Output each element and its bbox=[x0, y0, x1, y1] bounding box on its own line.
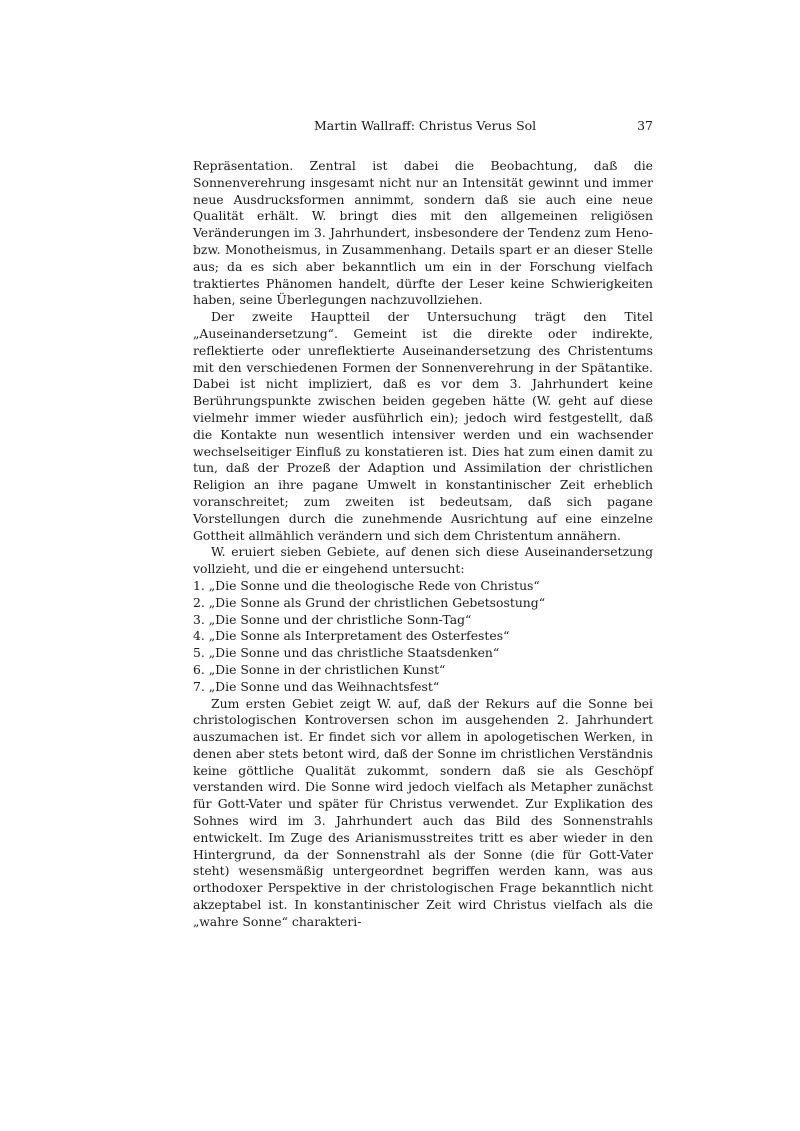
page-number: 37 bbox=[637, 118, 653, 133]
list-item: 2. „Die Sonne als Grund der christlichen Gebetsostung“ bbox=[193, 594, 546, 610]
paragraph: Zum ersten Gebiet zeigt W. auf, daß der Rekurs auf die Sonne bei christologischen Kontroversen schon im ausgehenden 2. Jahrhundert auszumachen ist. Er findet sich vor allem in apologetischen Werken, in denen aber stets betont wird, daß der Sonne im christlichen Verständnis keine göttliche Qualität zukommt, sondern daß sie als Geschöpf verstanden wird. Die Sonne wird jedoch vielfach als Metapher zunächst für Gott-Vater und später für Christus verwendet. Zur Explikation des Sohnes wird im 3. Jahrhundert auch das Bild des Sonnenstrahls entwickelt. Im Zuge des Arianismusstreites tritt es aber wieder in den Hintergrund, da der Sonnenstrahl als der Sonne (die für Gott-Vater steht) wesensmäßig untergeordnet begriffen werden kann, was aus orthodoxer Perspektive in der christologischen Frage bekanntlich nicht akzeptabel ist. In konstantinischer Zeit wird Christus vielfach als die „wahre Sonne“ charakteri- bbox=[193, 695, 653, 929]
page bbox=[193, 118, 653, 931]
paragraph: Der zweite Hauptteil der Untersuchung trägt den Titel „Auseinandersetzung“. Gemeint ist die direkte oder indirekte, reflektierte oder unreflektierte Auseinandersetzung des Christentums mit den verschiedenen Formen der Sonnenverehrung in der Spätantike. Dabei ist nicht impliziert, daß es vor dem 3. Jahrhundert keine Berührungspunkte zwischen beiden gegeben hätte (W. geht auf diese vielmehr immer wieder ausführlich ein); jedoch wird festgestellt, daß die Kontakte nun wesentlich intensiver werden und ein wachsender wechselseitiger Einfluß zu konstatieren ist. Dies hat zum einen damit zu tun, daß der Prozeß der Adaption und Assimilation der christlichen Religion an ihre pagane Umwelt in konstantinischer Zeit erheblich voranschreitet; zum zweiten ist bedeutsam, daß sich pagane Vorstellungen durch die zunehmende Ausrichtung auf eine einzelne Gottheit allmählich verändern und sich dem Christentum annähern. bbox=[193, 309, 653, 543]
list-item: 4. „Die Sonne als Interpretament des Osterfestes“ bbox=[193, 628, 510, 644]
list-item: 7. „Die Sonne und das Weihnachtsfest“ bbox=[193, 678, 440, 694]
running-header bbox=[193, 118, 653, 136]
paragraph: Repräsentation. Zentral ist dabei die Beobachtung, daß die Sonnenverehrung insgesamt nicht nur an Intensität gewinnt und immer neue Ausdrucksformen annimmt, sondern daß sie auch eine neue Qualität erhält. W. bringt dies mit den allgemeinen religiösen Veränderungen im 3. Jahrhundert, insbesondere der Tendenz zum Heno- bzw. Monotheismus, in Zusammenhang. Details spart er an dieser Stelle aus; da es sich aber bekanntlich um ein in der Forschung vielfach traktiertes Phänomen handelt, dürfte der Leser keine Schwierigkeiten haben, seine Überlegungen nachzuvollziehen. bbox=[193, 158, 653, 308]
body-text bbox=[193, 158, 653, 931]
list-item: 5. „Die Sonne und das christliche Staatsdenken“ bbox=[193, 645, 500, 661]
paragraph: W. eruiert sieben Gebiete, auf denen sich diese Auseinandersetzung vollzieht, und die er eingehend untersucht: bbox=[193, 544, 653, 577]
list-item: 6. „Die Sonne in der christlichen Kunst“ bbox=[193, 661, 446, 677]
list-item: 1. „Die Sonne und die theologische Rede von Christus“ bbox=[193, 577, 540, 593]
topic-list bbox=[193, 578, 653, 696]
list-item: 3. „Die Sonne und der christliche Sonn-Tag“ bbox=[193, 611, 472, 627]
running-title: Martin Wallraff: Christus Verus Sol bbox=[313, 118, 537, 133]
